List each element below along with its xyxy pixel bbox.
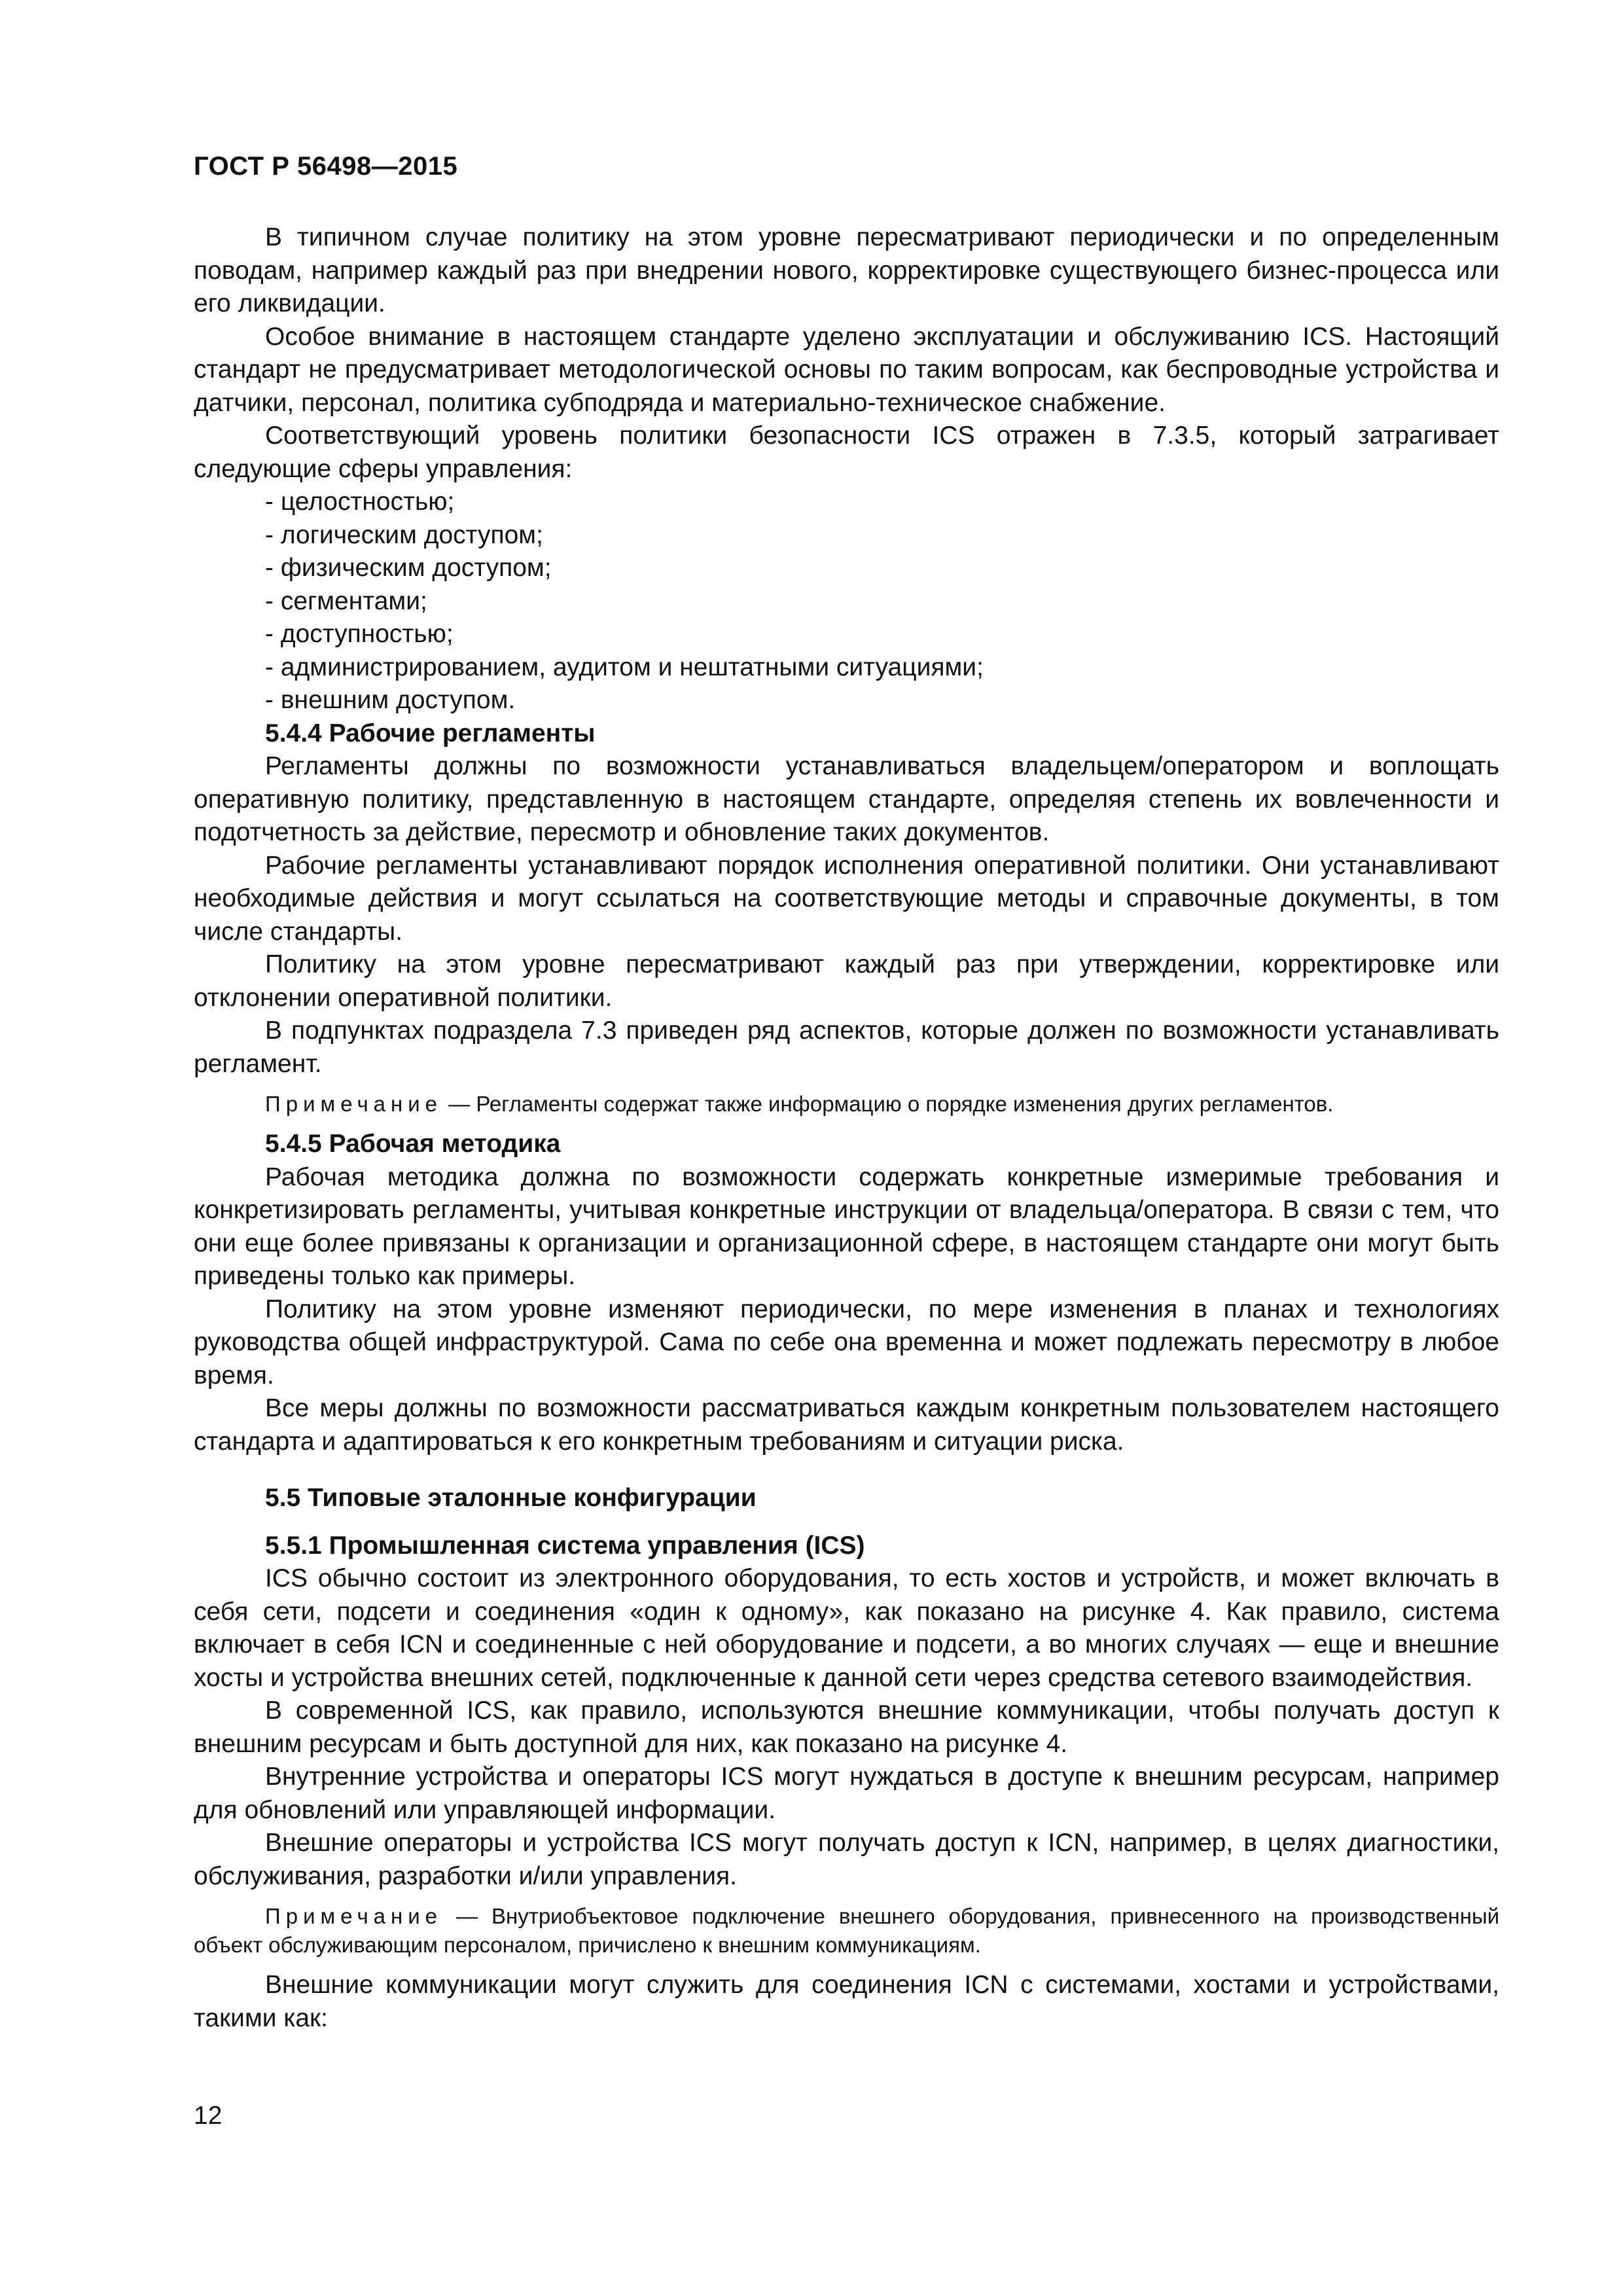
- paragraph-external-operators: Внешние операторы и устройства ICS могут получать доступ к ICN, например, в целях диагностики, обслуживания, разработки и/или управления.: [194, 1829, 1499, 1890]
- list-item: - администрированием, аудитом и нештатными ситуациями;: [265, 653, 984, 681]
- note-label: Примечание: [265, 1092, 443, 1116]
- note-text: — Регламенты содержат также информацию о порядке изменения других регламентов.: [442, 1092, 1334, 1116]
- list-item: - физическим доступом;: [265, 554, 552, 582]
- list-item: - доступностью;: [265, 620, 454, 648]
- paragraph-special-attention: Особое внимание в настоящем стандарте уделено эксплуатации и обслуживанию ICS. Настоящий стандарт не предусматривает методологической основы по таким вопросам, как беспроводные устройства и датчики, персонал, политика субподряда и материально-техническое снабжение.: [194, 322, 1499, 417]
- paragraph-ics-composition: ICS обычно состоит из электронного оборудования, то есть хостов и устройств, и может включать в себя сети, подсети и соединения «один к одному», как показано на рисунке 4. Как правило, система включает в себя ICN и соединенные с ней оборудование и подсети, а во многих случаях — еще и внешние хосты и устройства внешних сетей, подключенные к данной сети через средства сетевого взаимодействия.: [194, 1564, 1499, 1692]
- heading-5-5: 5.5 Типовые эталонные конфигурации: [265, 1484, 757, 1512]
- paragraph-methodology-requirements: Рабочая методика должна по возможности содержать конкретные измеримые требования и конкретизировать регламенты, учитывая конкретные инструкции от владельца/оператора. В связи с тем, что они еще более привязаны к организации и организационной сфере, в настоящем стандарте они могут быть приведены только как примеры.: [194, 1162, 1499, 1290]
- list-item: - целостностью;: [265, 488, 455, 516]
- list-item: - логическим доступом;: [265, 520, 543, 549]
- paragraph-security-policy-level: Соответствующий уровень политики безопасности ICS отражен в 7.3.5, который затрагивает следующие сферы управления:: [194, 422, 1499, 483]
- heading-5-5-1: 5.5.1 Промышленная система управления (ICS): [265, 1531, 865, 1560]
- note-text: — Внутриобъектовое подключение внешнего оборудования, привнесенного на производственный объект обслуживающим персоналом, причислено к внешним коммуникациям.: [194, 1904, 1499, 1957]
- paragraph-methodology-changes: Политику на этом уровне изменяют периодически, по мере изменения в планах и технологиях руководства общей инфраструктурой. Сама по себе она временна и может подлежать пересмотру в любое время.: [194, 1295, 1499, 1390]
- paragraph-regulations-review: Политику на этом уровне пересматривают каждый раз при утверждении, корректировке или отклонении оперативной политики.: [194, 950, 1499, 1012]
- heading-5-4-5: 5.4.5 Рабочая методика: [265, 1130, 561, 1158]
- note-external-equipment: [194, 1902, 1499, 1960]
- management-areas-list: [194, 486, 1499, 717]
- paragraph-measures-adaptation: Все меры должны по возможности рассматриваться каждым конкретным пользователем настоящего стандарта и адаптироваться к его конкретным требованиям и ситуации риска.: [194, 1394, 1499, 1456]
- paragraph-external-communications: Внешние коммуникации могут служить для соединения ICN с системами, хостами и устройствами, такими как:: [194, 1971, 1499, 2032]
- page-number: 12: [194, 2102, 223, 2130]
- paragraph-regulations-procedure: Рабочие регламенты устанавливают порядок исполнения оперативной политики. Они устанавливают необходимые действия и могут ссылаться на соответствующие методы и справочные документы, в том числе стандарты.: [194, 851, 1499, 946]
- paragraph-modern-ics: В современной ICS, как правило, используются внешние коммуникации, чтобы получать доступ к внешним ресурсам и быть доступной для них, как показано на рисунке 4.: [194, 1696, 1499, 1758]
- document-body: [194, 221, 1499, 2035]
- list-item: - сегментами;: [265, 586, 427, 615]
- paragraph-subsection-7-3: В подпунктах подраздела 7.3 приведен ряд аспектов, которые должен по возможности устанавливать регламент.: [194, 1016, 1499, 1078]
- heading-5-4-4: 5.4.4 Рабочие регламенты: [265, 719, 596, 747]
- paragraph-internal-devices: Внутренние устройства и операторы ICS могут нуждаться в доступе к внешним ресурсам, например для обновлений или управляющей информации.: [194, 1763, 1499, 1824]
- note-regulations: [194, 1090, 1499, 1119]
- standard-header: ГОСТ Р 56498—2015: [194, 152, 458, 181]
- list-item: - внешним доступом.: [265, 686, 516, 714]
- paragraph-policy-review: В типичном случае политику на этом уровне пересматривают периодически и по определенным поводам, например каждый раз при внедрении нового, корректировке существующего бизнес-процесса или его ликвидации.: [194, 223, 1499, 317]
- note-label: Примечание: [265, 1904, 443, 1928]
- paragraph-regulations-owner: Регламенты должны по возможности устанавливаться владельцем/оператором и воплощать оперативную политику, представленную в настоящем стандарте, определяя степень их вовлеченности и подотчетность за действие, пересмотр и обновление таких документов.: [194, 752, 1499, 846]
